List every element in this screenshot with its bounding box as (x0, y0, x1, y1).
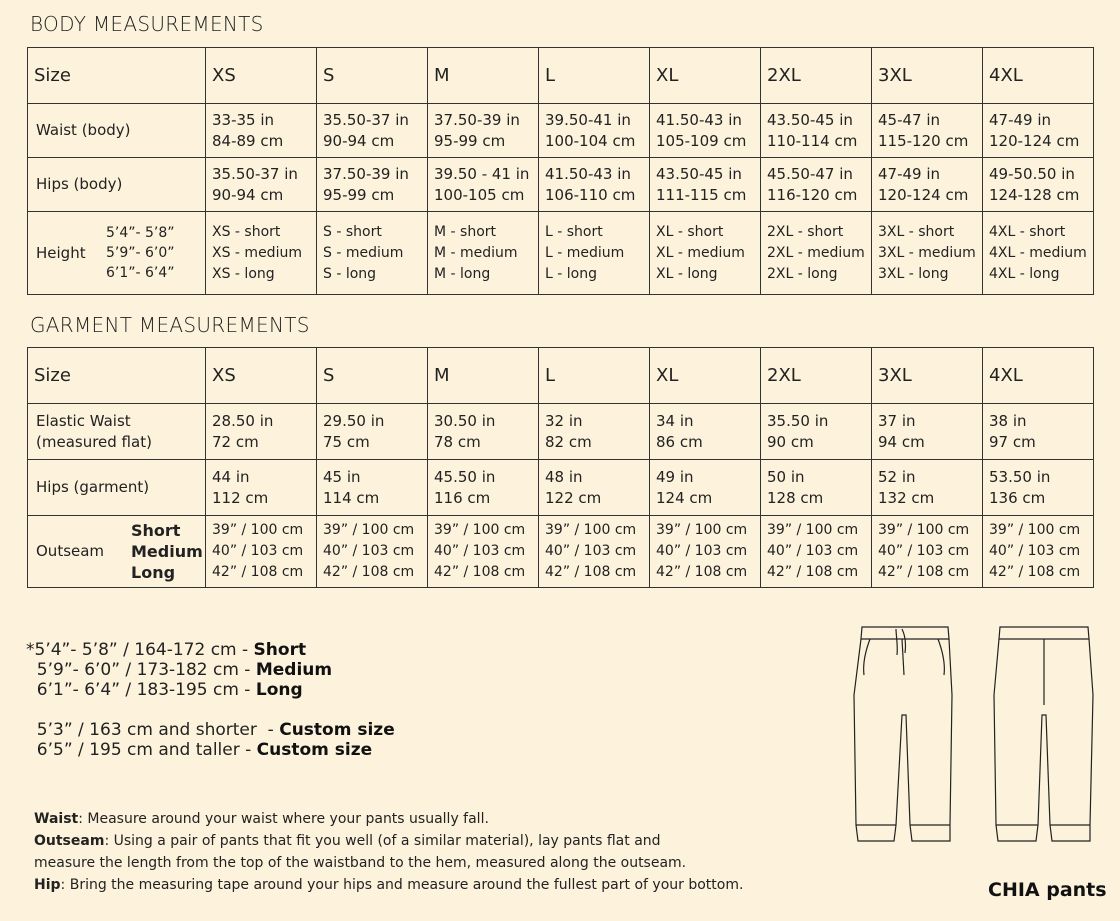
waist-cell-line: 105-109 cm (656, 131, 747, 150)
garment-size-row (28, 348, 1094, 404)
height-variant-cell (206, 212, 317, 295)
size-label: Size (28, 48, 206, 104)
height-variant-cell (872, 212, 983, 295)
hips-garment-cell-line: 48 in (545, 467, 583, 486)
height-label: Height (36, 243, 86, 262)
elastic-waist-cell-line: 78 cm (434, 432, 481, 451)
size-header: M (428, 348, 539, 404)
size-header: L (539, 348, 650, 404)
waist-cell-line: 115-120 cm (878, 131, 969, 150)
height-variant-cell-line: 4XL - medium (989, 244, 1087, 261)
note-line: 6’1”- 6’4” / 183-195 cm - Long (26, 680, 303, 700)
outseam-label: Outseam (36, 542, 105, 560)
body-measurements-title: BODY MEASUREMENTS (30, 12, 264, 36)
waist-cell-line: 33-35 in (212, 110, 275, 129)
height-variant-cell (650, 212, 761, 295)
waist-cell (539, 104, 650, 158)
elastic-waist-cell-line: 97 cm (989, 432, 1036, 451)
outseam-cell-line: 40” / 103 cm (434, 543, 526, 559)
waist-definition: Waist: Measure around your waist where your pants usually fall. (34, 811, 489, 827)
elastic-waist-label-line: (measured flat) (36, 432, 152, 451)
height-variant-cell (761, 212, 872, 295)
size-header: S (317, 48, 428, 104)
outseam-cell (428, 516, 539, 588)
size-header: 2XL (761, 348, 872, 404)
elastic-waist-cell (428, 404, 539, 460)
outseam-cell-line: 39” / 100 cm (323, 522, 415, 538)
height-variant-cell-line: XS - medium (212, 244, 302, 261)
elastic-waist-cell-line: 72 cm (212, 432, 259, 451)
hips-cell-line: 116-120 cm (767, 185, 858, 204)
elastic-waist-cell (206, 404, 317, 460)
hips-garment-cell-line: 114 cm (323, 488, 380, 507)
hip-definition: Hip: Bring the measuring tape around your hips and measure around the fullest part of your bottom. (34, 877, 744, 893)
pants-back-icon (994, 627, 1093, 841)
outseam-length: Short (131, 521, 181, 540)
height-variant-cell-line: XS - long (212, 265, 275, 282)
hips-cell (761, 158, 872, 212)
note-line: 5’3” / 163 cm and shorter - Custom size (26, 720, 395, 740)
elastic-waist-cell (872, 404, 983, 460)
size-header: 4XL (983, 348, 1094, 404)
note-line: 5’9”- 6’0” / 173-182 cm - Medium (26, 660, 333, 680)
elastic-waist-cell-line: 35.50 in (767, 411, 829, 430)
size-header: 3XL (872, 48, 983, 104)
hips-garment-cell-line: 44 in (212, 467, 250, 486)
hips-garment-cell-line: 122 cm (545, 488, 602, 507)
height-variant-cell-line: L - short (545, 223, 603, 240)
outseam-cell-line: 42” / 108 cm (989, 564, 1081, 580)
hips-cell-line: 124-128 cm (989, 185, 1080, 204)
hips-cell-line: 49-50.50 in (989, 164, 1075, 183)
waist-cell-line: 120-124 cm (989, 131, 1080, 150)
waist-cell-line: 37.50-39 in (434, 110, 520, 129)
body-hips-row (28, 158, 1094, 212)
height-variant-cell (428, 212, 539, 295)
hips-garment-cell-line: 136 cm (989, 488, 1046, 507)
outseam-cell-line: 42” / 108 cm (212, 564, 304, 580)
outseam-cell-line: 40” / 103 cm (212, 543, 304, 559)
outseam-cell-line: 39” / 100 cm (878, 522, 970, 538)
hips-cell (317, 158, 428, 212)
hips-cell-line: 90-94 cm (212, 185, 284, 204)
hips-garment-cell (983, 460, 1094, 516)
hips-garment-cell-line: 112 cm (212, 488, 269, 507)
outseam-cell (761, 516, 872, 588)
outseam-cell-line: 42” / 108 cm (323, 564, 415, 580)
note-line: *5’4”- 5’8” / 164-172 cm - Short (26, 640, 307, 660)
hips-cell (539, 158, 650, 212)
hips-cell-line: 111-115 cm (656, 185, 747, 204)
outseam-length: Medium (131, 542, 203, 561)
hips-cell (872, 158, 983, 212)
hips-garment-cell (872, 460, 983, 516)
height-variant-cell-line: M - long (434, 265, 491, 282)
height-variant-cell-line: 2XL - long (767, 265, 838, 282)
garment-measurements-table (27, 347, 1094, 588)
hips-garment-cell-line: 49 in (656, 467, 694, 486)
waist-cell-line: 35.50-37 in (323, 110, 409, 129)
waist-cell-line: 100-104 cm (545, 131, 636, 150)
outseam-cell (539, 516, 650, 588)
hips-garment-cell (539, 460, 650, 516)
outseam-cell-line: 39” / 100 cm (989, 522, 1081, 538)
size-header: XS (206, 48, 317, 104)
elastic-waist-cell-line: 94 cm (878, 432, 925, 451)
height-range: 6’1”- 6’4” (106, 265, 175, 281)
hips-cell-line: 45.50-47 in (767, 164, 853, 183)
elastic-waist-cell (983, 404, 1094, 460)
elastic-waist-cell (761, 404, 872, 460)
outseam-cell-line: 39” / 100 cm (767, 522, 859, 538)
outseam-cell (872, 516, 983, 588)
outseam-cell-line: 42” / 108 cm (767, 564, 859, 580)
outseam-cell (317, 516, 428, 588)
hips-cell-line: 47-49 in (878, 164, 941, 183)
height-variant-cell (539, 212, 650, 295)
body-measurements-table (27, 47, 1094, 295)
outseam-cell (650, 516, 761, 588)
waist-cell (872, 104, 983, 158)
outseam-definition: Outseam: Using a pair of pants that fit you well (of a similar material), lay pants flat and (34, 833, 661, 849)
elastic-waist-cell-line: 86 cm (656, 432, 703, 451)
hips-cell-line: 95-99 cm (323, 185, 395, 204)
hips-label: Hips (body) (28, 158, 206, 212)
hips-cell-line: 41.50-43 in (545, 164, 631, 183)
waist-cell-line: 84-89 cm (212, 131, 284, 150)
outseam-cell-line: 40” / 103 cm (989, 543, 1081, 559)
elastic-waist-cell-line: 90 cm (767, 432, 814, 451)
hips-cell-line: 35.50-37 in (212, 164, 298, 183)
hips-garment-cell-line: 45.50 in (434, 467, 496, 486)
height-variant-cell-line: M - medium (434, 244, 518, 261)
waist-cell (761, 104, 872, 158)
hips-garment-cell-line: 52 in (878, 467, 916, 486)
height-variant-cell-line: XS - short (212, 223, 281, 240)
outseam-cell-line: 42” / 108 cm (434, 564, 526, 580)
waist-label: Waist (body) (28, 104, 206, 158)
hips-garment-cell (428, 460, 539, 516)
outseam-cell-line: 42” / 108 cm (656, 564, 748, 580)
outseam-cell-line: 40” / 103 cm (545, 543, 637, 559)
measurement-definitions (34, 808, 743, 896)
hips-cell (206, 158, 317, 212)
outseam-cell-line: 42” / 108 cm (545, 564, 637, 580)
waist-cell (317, 104, 428, 158)
waist-cell-line: 43.50-45 in (767, 110, 853, 129)
height-variant-cell-line: 2XL - short (767, 223, 844, 240)
size-header: 2XL (761, 48, 872, 104)
outseam-cell (983, 516, 1094, 588)
outseam-cell-line: 40” / 103 cm (767, 543, 859, 559)
garment-outseam-row (28, 516, 1094, 588)
height-variant-cell-line: XL - long (656, 265, 718, 282)
waist-cell-line: 41.50-43 in (656, 110, 742, 129)
hips-cell-line: 120-124 cm (878, 185, 969, 204)
hips-garment-cell-line: 124 cm (656, 488, 713, 507)
outseam-cell (206, 516, 317, 588)
hips-cell (428, 158, 539, 212)
hips-garment-cell (206, 460, 317, 516)
elastic-waist-cell-line: 29.50 in (323, 411, 385, 430)
hips-garment-cell (317, 460, 428, 516)
outseam-cell-line: 39” / 100 cm (212, 522, 304, 538)
hips-garment-cell-line: 132 cm (878, 488, 935, 507)
waist-cell-line: 110-114 cm (767, 131, 858, 150)
hips-cell-line: 100-105 cm (434, 185, 525, 204)
elastic-waist-cell (317, 404, 428, 460)
hips-cell-line: 37.50-39 in (323, 164, 409, 183)
size-header: S (317, 348, 428, 404)
outseam-cell-line: 39” / 100 cm (656, 522, 748, 538)
elastic-waist-cell (650, 404, 761, 460)
waist-cell (206, 104, 317, 158)
body-waist-row (28, 104, 1094, 158)
hips-cell-line: 106-110 cm (545, 185, 636, 204)
size-header: M (428, 48, 539, 104)
size-header: XL (650, 48, 761, 104)
outseam-label-cell (28, 516, 206, 588)
outseam-cell-line: 39” / 100 cm (545, 522, 637, 538)
hips-cell-line: 43.50-45 in (656, 164, 742, 183)
height-variant-cell-line: 2XL - medium (767, 244, 865, 261)
height-variant-cell-line: M - short (434, 223, 497, 240)
size-header: XS (206, 348, 317, 404)
height-variant-cell-line: 4XL - long (989, 265, 1060, 282)
hips-garment-cell-line: 45 in (323, 467, 361, 486)
waist-cell-line: 45-47 in (878, 110, 941, 129)
outseam-length: Long (131, 563, 176, 582)
height-variant-cell-line: 3XL - short (878, 223, 955, 240)
size-header: XL (650, 348, 761, 404)
waist-cell (983, 104, 1094, 158)
body-size-row (28, 48, 1094, 104)
hips-cell (650, 158, 761, 212)
waist-cell (650, 104, 761, 158)
hips-garment-cell-line: 50 in (767, 467, 805, 486)
elastic-waist-cell-line: 32 in (545, 411, 583, 430)
size-header: 4XL (983, 48, 1094, 104)
height-variant-cell-line: S - short (323, 223, 382, 240)
size-header: 3XL (872, 348, 983, 404)
hips-garment-cell-line: 116 cm (434, 488, 491, 507)
body-height-row (28, 212, 1094, 295)
garment-measurements-title: GARMENT MEASUREMENTS (30, 313, 310, 337)
waist-cell-line: 39.50-41 in (545, 110, 631, 129)
elastic-waist-cell-line: 38 in (989, 411, 1027, 430)
outseam-cell-line: 42” / 108 cm (878, 564, 970, 580)
size-header: L (539, 48, 650, 104)
waist-cell-line: 47-49 in (989, 110, 1052, 129)
size-label: Size (28, 348, 206, 404)
height-variant-cell-line: L - long (545, 265, 597, 282)
elastic-waist-cell-line: 82 cm (545, 432, 592, 451)
note-line: 6’5” / 195 cm and taller - Custom size (26, 740, 373, 760)
hips-cell (983, 158, 1094, 212)
height-notes (26, 640, 395, 760)
hips-garment-label: Hips (garment) (28, 460, 206, 516)
height-variant-cell-line: S - medium (323, 244, 404, 261)
hips-garment-cell (761, 460, 872, 516)
height-variant-cell-line: XL - short (656, 223, 724, 240)
height-variant-cell-line: 3XL - long (878, 265, 949, 282)
elastic-waist-cell-line: 28.50 in (212, 411, 274, 430)
height-range: 5’9”- 6’0” (106, 245, 175, 261)
outseam-cell-line: 40” / 103 cm (323, 543, 415, 559)
hips-garment-cell (650, 460, 761, 516)
waist-cell (428, 104, 539, 158)
hips-cell-line: 39.50 - 41 in (434, 164, 530, 183)
height-variant-cell (317, 212, 428, 295)
elastic-waist-label-line: Elastic Waist (36, 411, 131, 430)
hips-garment-cell-line: 128 cm (767, 488, 824, 507)
elastic-waist-label (28, 404, 206, 460)
outseam-cell-line: 40” / 103 cm (878, 543, 970, 559)
height-variant-cell (983, 212, 1094, 295)
height-variant-cell-line: 4XL - short (989, 223, 1066, 240)
height-range: 5’4”- 5’8” (106, 225, 175, 241)
elastic-waist-cell (539, 404, 650, 460)
height-variant-cell-line: L - medium (545, 244, 625, 261)
outseam-definition-cont: measure the length from the top of the waistband to the hem, measured along the outseam. (34, 855, 687, 871)
elastic-waist-cell-line: 37 in (878, 411, 916, 430)
hips-garment-cell-line: 53.50 in (989, 467, 1051, 486)
garment-hips-row (28, 460, 1094, 516)
height-variant-cell-line: S - long (323, 265, 377, 282)
garment-waist-row (28, 404, 1094, 460)
pants-caption: CHIA pants (988, 879, 1107, 901)
height-variant-cell-line: 3XL - medium (878, 244, 976, 261)
elastic-waist-cell-line: 30.50 in (434, 411, 496, 430)
outseam-cell-line: 40” / 103 cm (656, 543, 748, 559)
pants-illustration (850, 615, 1110, 855)
waist-cell-line: 95-99 cm (434, 131, 506, 150)
outseam-cell-line: 39” / 100 cm (434, 522, 526, 538)
elastic-waist-cell-line: 34 in (656, 411, 694, 430)
pants-front-icon (854, 627, 952, 841)
elastic-waist-cell-line: 75 cm (323, 432, 370, 451)
height-label-cell (28, 212, 206, 295)
height-variant-cell-line: XL - medium (656, 244, 745, 261)
waist-cell-line: 90-94 cm (323, 131, 395, 150)
